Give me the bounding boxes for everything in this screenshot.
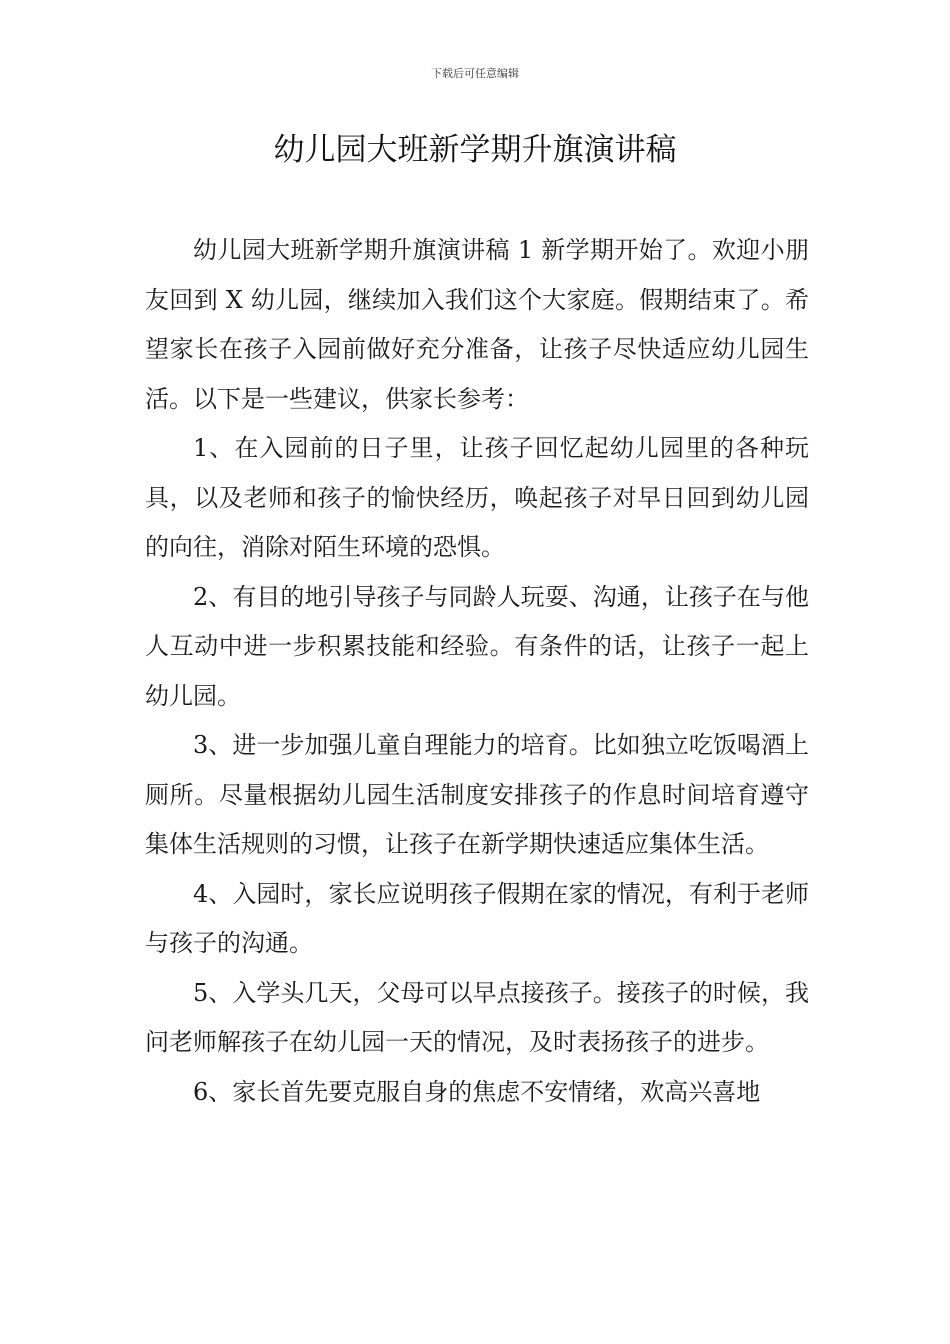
header-note: 下载后可任意编辑 — [431, 67, 519, 80]
paragraph-item-2: 2、有目的地引导孩子与同龄人玩耍、沟通，让孩子在与他人互动中进一步积累技能和经验。有条件的话，让孩子一起上幼儿园。 — [145, 582, 809, 710]
paragraph-item-4: 4、入园时，家长应说明孩子假期在家的情况，有利于老师与孩子的沟通。 — [145, 879, 809, 957]
paragraph-item-3: 3、进一步加强儿童自理能力的培育。比如独立吃饭喝酒上厕所。尽量根据幼儿园生活制度安排孩子的作息时间培育遵守集体生活规则的习惯，让孩子在新学期快速适应集体生活。 — [145, 731, 809, 858]
document-title: 幼儿园大班新学期升旗演讲稿 — [273, 132, 677, 168]
paragraph-item-1: 1、在入园前的日子里，让孩子回忆起幼儿园里的各种玩具，以及老师和孩子的愉快经历，唤起孩子对早日回到幼儿园的向往，消除对陌生环境的恐惧。 — [145, 434, 809, 561]
paragraph-item-6: 6、家长首先要克服自身的焦虑不安情绪，欢高兴喜地 — [193, 1077, 761, 1106]
paragraph-item-5: 5、入学头几天，父母可以早点接孩子。接孩子的时候，我问老师解孩子在幼儿园一天的情况，及时表扬孩子的进步。 — [145, 978, 809, 1056]
paragraph-intro: 幼儿园大班新学期升旗演讲稿 1 新学期开始了。欢迎小朋友回到 X 幼儿园，继续加入我们这个大家庭。假期结束了。希望家长在孩子入园前做好充分准备，让孩子尽快适应幼儿园生活。以下是一些建议，供家长参考： — [145, 236, 809, 413]
document-body — [145, 226, 809, 1117]
